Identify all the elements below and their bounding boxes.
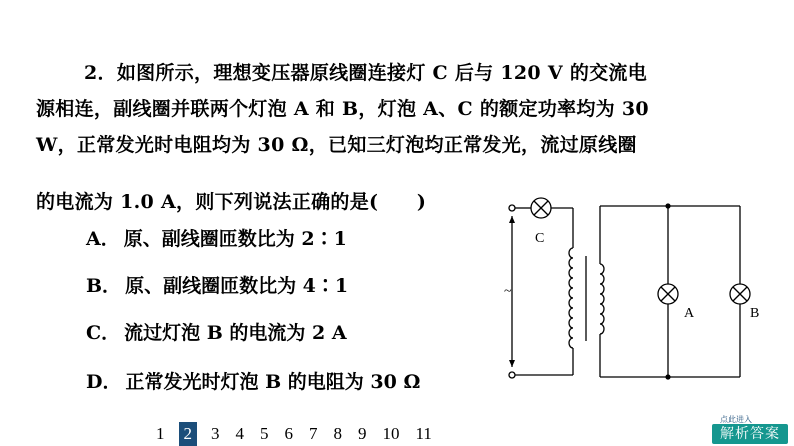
option-b-letter: B． xyxy=(86,275,122,297)
question-line-2: 源相连，副线圈并联两个灯泡 A 和 B，灯泡 A、C 的额定功率均为 30 xyxy=(36,98,649,120)
lamp-c-label: C xyxy=(535,231,545,246)
page-link-3[interactable]: 3 xyxy=(211,424,220,443)
answer-button-hint: 点此进入 xyxy=(720,415,752,424)
option-b xyxy=(86,271,348,298)
question-line-4: 的电流为 1.0 A，则下列说法正确的是( ) xyxy=(36,191,427,213)
page-link-6[interactable]: 6 xyxy=(284,424,293,443)
lamp-b-label: B xyxy=(750,306,760,321)
page-link-11[interactable]: 11 xyxy=(415,424,432,443)
option-a xyxy=(86,224,347,251)
option-a-letter: A． xyxy=(86,228,120,250)
page-link-10[interactable]: 10 xyxy=(382,424,400,443)
page-navigation xyxy=(148,422,440,446)
option-d xyxy=(86,367,420,394)
option-d-text: 正常发光时灯泡 B 的电阻为 30 Ω xyxy=(125,371,421,393)
lamp-a-label: A xyxy=(684,306,695,321)
option-c-letter: C． xyxy=(86,322,121,344)
page-link-4[interactable]: 4 xyxy=(235,424,244,443)
option-b-text: 原、副线圈匝数比为 4∶1 xyxy=(125,275,349,297)
transformer-circuit-diagram xyxy=(494,186,784,386)
option-a-text: 原、副线圈匝数比为 2∶1 xyxy=(123,228,347,250)
page-link-9[interactable]: 9 xyxy=(358,424,367,443)
page-link-1[interactable]: 1 xyxy=(156,424,165,443)
terminal-bottom xyxy=(509,372,515,378)
page-link-2-current[interactable]: 2 xyxy=(179,422,198,446)
option-c-text: 流过灯泡 B 的电流为 2 A xyxy=(124,322,347,344)
secondary-coil xyxy=(600,264,604,334)
page-link-5[interactable]: 5 xyxy=(260,424,269,443)
answer-button-label: 解析答案 xyxy=(712,424,788,444)
page-link-8[interactable]: 8 xyxy=(333,424,342,443)
page-link-7[interactable]: 7 xyxy=(309,424,318,443)
option-d-letter: D． xyxy=(86,371,122,393)
terminal-top xyxy=(509,205,515,211)
primary-coil xyxy=(569,248,573,348)
question-line-3: W，正常发光时电阻均为 30 Ω，已知三灯泡均正常发光，流过原线圈 xyxy=(36,134,637,156)
question-line-1: 2．如图所示，理想变压器原线圈连接灯 C 后与 120 V 的交流电 xyxy=(84,62,648,84)
answer-analysis-button[interactable] xyxy=(712,414,788,444)
option-c xyxy=(86,318,347,345)
ac-source-symbol: ~ xyxy=(504,284,512,299)
